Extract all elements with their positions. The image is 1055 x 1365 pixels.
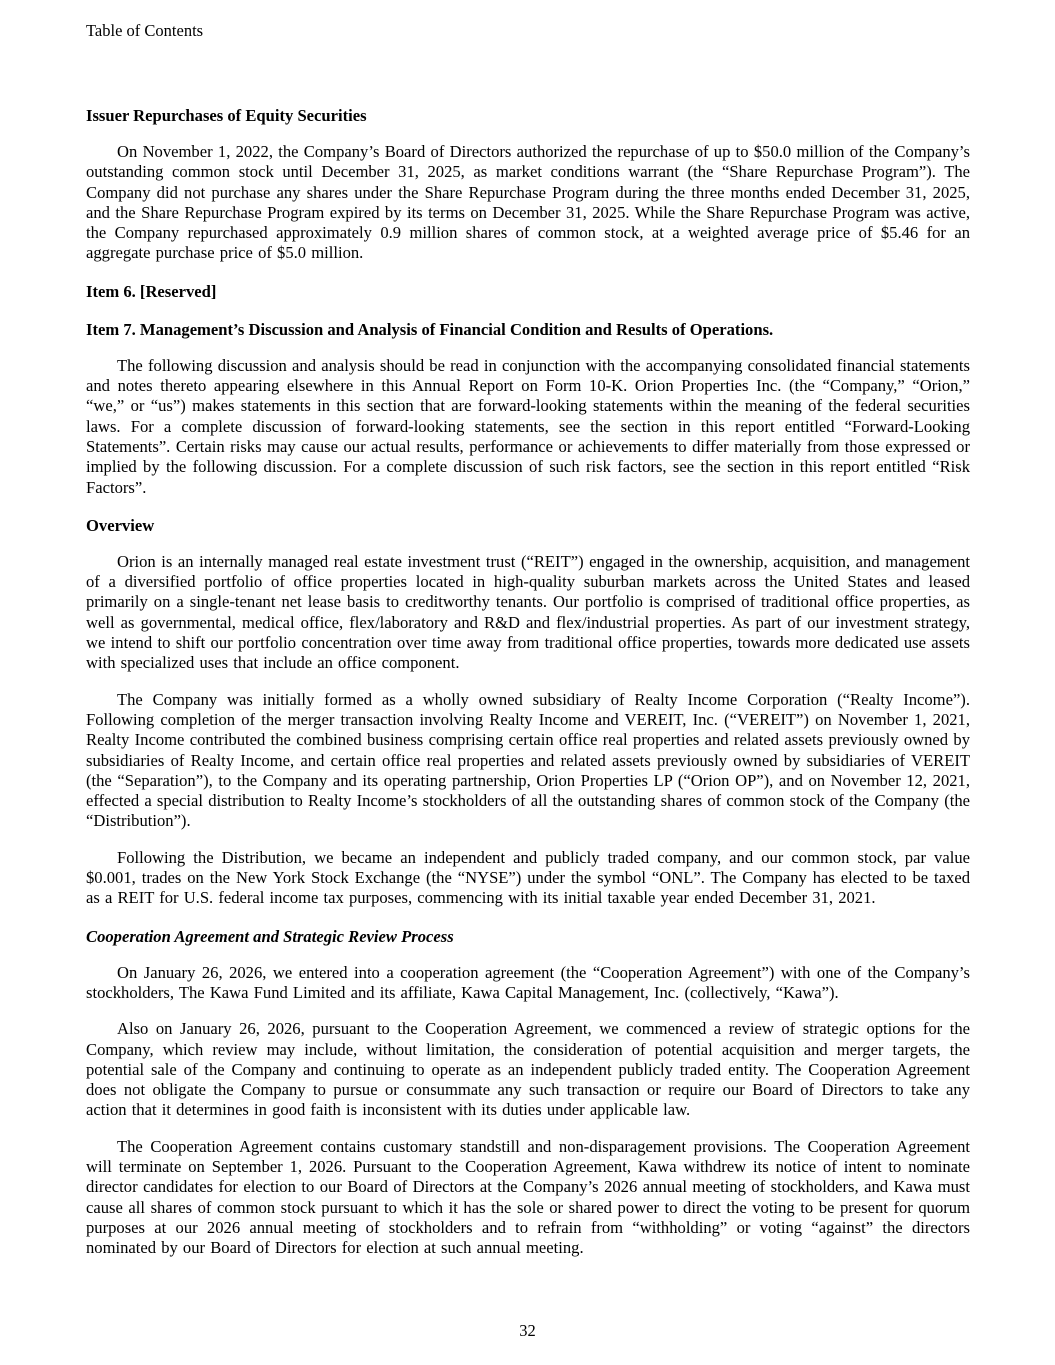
- page-number: 32: [519, 1321, 536, 1340]
- paragraph-overview-intro: Orion is an internally managed real estate investment trust (“REIT”) engaged in the ownership, acquisition, and management of a diversified portfolio of office properties located in high-quality suburban markets across the United States and leased primarily on a single-tenant net lease basis to creditworthy tenants. Our portfolio is comprised of traditional office properties, as well as governmental, medical office, flex/laboratory and R&D and flex/industrial properties. As part of our investment strategy, we intend to shift our portfolio concentration over time away from traditional office properties, towards more dedicated use assets with specialized uses that include an office component.: [86, 551, 970, 673]
- table-of-contents-link[interactable]: Table of Contents: [86, 21, 204, 40]
- section-heading-cooperation-agreement: Cooperation Agreement and Strategic Review Process: [86, 926, 454, 946]
- section-heading-item-6-reserved: Item 6. [Reserved]: [86, 281, 217, 301]
- paragraph-share-repurchase-program: On November 1, 2022, the Company’s Board of Directors authorized the repurchase of up to $50.0 million of the Company’s outstanding common stock until December 31, 2025, as market conditions warrant (the “Share Repurchase Program”). The Company did not purchase any shares under the Share Repurchase Program during the three months ended December 31, 2025, and the Share Repurchase Program expired by its terms on December 31, 2025. While the Share Repurchase Program was active, the Company repurchased approximately 0.9 million shares of common stock, at a weighted average price of $5.46 for an aggregate purchase price of $5.0 million.: [86, 142, 970, 263]
- paragraph-strategic-review: Also on January 26, 2026, pursuant to the Cooperation Agreement, we commenced a review of strategic options for the Company, which review may include, without limitation, the consideration of potential acquisition and merger targets, the potential sale of the Company and continuing to operate as an independent publicly traded entity. The Cooperation Agreement does not obligate the Company to pursue or consummate any such transaction or require our Board of Directors to take any action that it determines in good faith is inconsistent with its duties under applicable law.: [86, 1019, 970, 1120]
- paragraph-cooperation-agreement-entered: On January 26, 2026, we entered into a cooperation agreement (the “Cooperation Agreement”) with one of the Company’s stockholders, The Kawa Fund Limited and its affiliate, Kawa Capital Management, Inc. (collectively, “Kawa”).: [86, 962, 970, 1002]
- section-heading-issuer-repurchases: Issuer Repurchases of Equity Securities: [86, 106, 367, 125]
- section-heading-item-7-mdna: Item 7. Management’s Discussion and Analysis of Financial Condition and Results of Operations.: [86, 319, 774, 339]
- paragraph-company-formation: The Company was initially formed as a wholly owned subsidiary of Realty Income Corporation (“Realty Income”). Following completion of the merger transaction involving Realty Income and VEREIT, Inc. (“VEREIT”) on November 1, 2021, Realty Income contributed the combined business comprising certain office real properties and related assets previously owned by subsidiaries of Realty Income, and certain office real properties and related assets previously owned by subsidiaries of VEREIT (the “Separation”), to the Company and its operating partnership, Orion Properties LP (“Orion OP”), and on November 12, 2021, effected a special distribution to Realty Income’s stockholders of all the outstanding shares of common stock of the Company (the “Distribution”).: [86, 689, 970, 831]
- section-heading-overview: Overview: [86, 515, 155, 535]
- paragraph-cooperation-agreement-terms: The Cooperation Agreement contains customary standstill and non-disparagement provisions. The Cooperation Agreement will terminate on September 1, 2026. Pursuant to the Cooperation Agreement, Kawa withdrew its notice of intent to nominate director candidates for election to our Board of Directors at the Company’s 2026 annual meeting of stockholders, and Kawa must cause all shares of common stock pursuant to which it has the sole or shared power to direct the voting to be present for quorum purposes at our 2026 annual meeting of stockholders and to refrain from “withholding” or voting “against” the directors nominated by our Board of Directors for election at such annual meeting.: [86, 1136, 970, 1258]
- document-body: [86, 106, 970, 1258]
- paragraph-distribution-nyse-listing: Following the Distribution, we became an independent and publicly traded company, and our common stock, par value $0.001, trades on the New York Stock Exchange (the “NYSE”) under the symbol “ONL”. The Company has elected to be taxed as a REIT for U.S. federal income tax purposes, commencing with its initial taxable year ended December 31, 2021.: [86, 847, 970, 908]
- paragraph-forward-looking-statements: The following discussion and analysis should be read in conjunction with the accompanying consolidated financial statements and notes thereto appearing elsewhere in this Annual Report on Form 10-K. Orion Properties Inc. (the “Company,” “Orion,” “we,” or “us”) makes statements in this section that are forward-looking statements within the meaning of the federal securities laws. For a complete discussion of forward-looking statements, see the section in this report entitled “Forward-Looking Statements”. Certain risks may cause our actual results, performance or achievements to differ materially from those expressed or implied by the following discussion. For a complete discussion of such risk factors, see the section in this report entitled “Risk Factors”.: [86, 355, 970, 497]
